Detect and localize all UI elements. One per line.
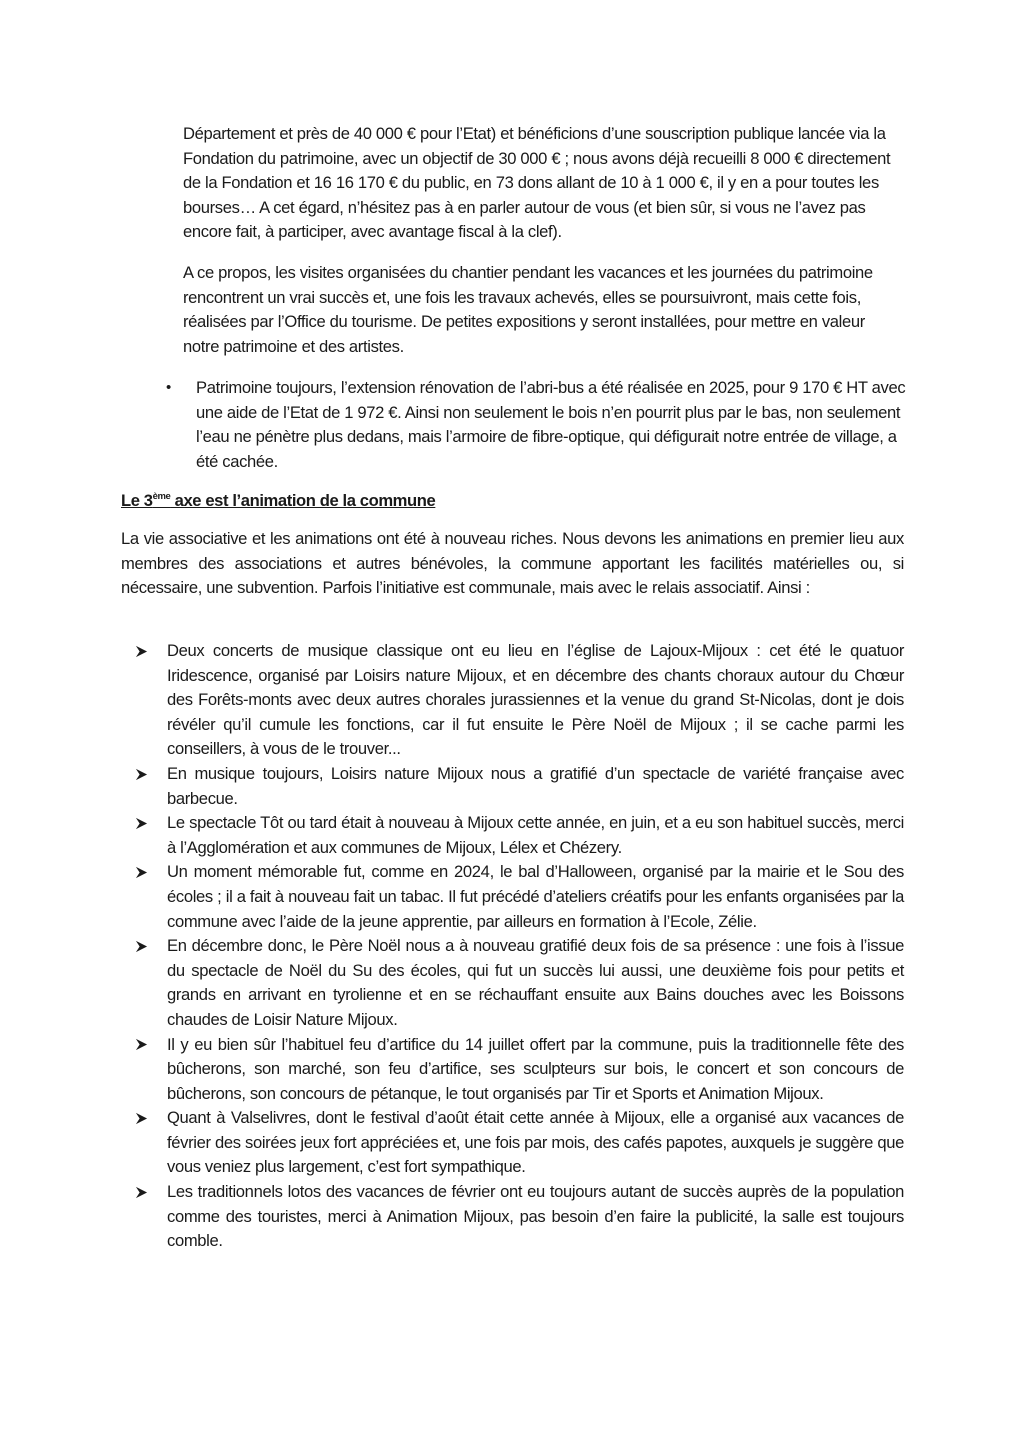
arrow-bullet-icon [135,1033,155,1058]
arrow-bullet-icon [135,934,155,959]
list-item-text: En décembre donc, le Père Noël nous a à nouveau gratifié deux fois de sa présence : une fois à l’issue du spectacle de Noël du Su des écoles, qui fut un succès lui aussi, une deuxième fois pour petits et grands en arrivant en tyrolienne et en se réchauffant ensuite aux Bains douches avec les Boissons chaudes de Loisir Nature Mijoux. [167,936,904,1029]
animation-list [121,639,904,1254]
heading-superscript: ème [152,491,171,502]
intro-paragraph: La vie associative et les animations ont été à nouveau riches. Nous devons les animations en premier lieu aux membres des associations et autres bénévoles, la commune apportant les facilités matérielles ou, si nécessaire, une subvention. Parfois l’initiative est communale, mais avec le relais associatif. Ainsi : [121,529,904,598]
list-item-text: Quant à Valselivres, dont le festival d’août était cette année à Mijoux, elle a organisé aux vacances de février des soirées jeux fort appréciées et, une fois par mois, des cafés papotes, auxquels je suggère que vous veniez plus largement, c’est fort sympathique. [167,1108,904,1177]
arrow-bullet-icon [135,811,155,836]
arrow-bullet-icon [135,860,155,885]
list-item-text: Les traditionnels lotos des vacances de février ont eu toujours autant de succès auprès de la population comme des touristes, merci à Animation Mijoux, pas besoin d’en faire la publicité, la salle est toujours comble. [167,1182,904,1251]
arrow-bullet-icon [135,639,155,664]
list-item [121,639,904,762]
list-item-text: Un moment mémorable fut, comme en 2024, le bal d’Halloween, organisé par la mairie et le Sou des écoles ; il a fait à nouveau fait un tabac. Il fut précédé d’ateliers créatifs pour les enfants organisées par la commune avec l’aide de la jeune apprentie, par ailleurs en formation à l’Ecole, Zélie. [167,862,904,931]
list-item [121,860,904,934]
list-item [121,1180,904,1254]
list-item [121,1106,904,1180]
list-item-text: Deux concerts de musique classique ont eu lieu en l’église de Lajoux-Mijoux : cet été le quatuor Iridescence, organisé par Loisirs nature Mijoux, et en décembre des chants choraux autour du Chœur des Forêts-monts avec deux autres chorales jurassiennes et la venue du grand St-Nicolas, dont je dois révéler qu’il cumule les fonctions, car il fut ensuite le Père Noël de Mijoux ; il se cache parmi les conseillers, à vous de le trouver... [167,641,904,759]
heading-prefix: Le 3 [121,491,153,510]
list-item [121,811,904,860]
list-item [121,762,904,811]
bullet-dot-icon: • [166,379,171,396]
list-item [121,934,904,1032]
continued-paragraph: Département et près de 40 000 € pour l’Etat) et bénéficions d’une souscription publique lancée via la Fondation du patrimoine, avec un objectif de 30 000 € ; nous avons déjà recueilli 8 000 € directement de la Fondation et 16 16 170 € du public, en 73 dons allant de 10 à 1 000 €, il y en a pour toutes les bourses… A cet égard, n’hésitez pas à en parler autour de vous (et bien sûr, si vous ne l’avez pas encore fait, à participer, avec avantage fiscal à la clef). [183,124,891,242]
list-item-text: Il y eu bien sûr l’habituel feu d’artifice du 14 juillet offert par la commune, puis la traditionnelle fête des bûcherons, son marché, son feu d’artifice, ses sculpteurs sur bois, le concert et son concours de bûcherons, son concours de pétanque, le tout organisés par Tir et Sports et Animation Mijoux. [167,1034,904,1103]
arrow-bullet-icon [135,1180,155,1205]
list-item [121,1033,904,1107]
arrow-bullet-icon [135,762,155,787]
abri-bus-bullet-text: Patrimoine toujours, l’extension rénovation de l’abri-bus a été réalisée en 2025, pour 9 170 € HT avec une aide de l’Etat de 1 972 €. Ainsi non seulement le bois n’en pourrit plus par le bas, non seulement l’eau ne pénètre plus dedans, mais l’armoire de fibre-optique, qui défigurait notre entrée de village, a été cachée. [196,378,906,471]
arrow-bullet-icon [135,1106,155,1131]
section-heading [121,489,435,514]
list-item-text: En musique toujours, Loisirs nature Mijoux nous a gratifié d’un spectacle de variété française avec barbecue. [167,763,904,808]
visits-paragraph: A ce propos, les visites organisées du chantier pendant les vacances et les journées du patrimoine rencontrent un vrai succès et, une fois les travaux achevés, elles se poursuivront, mais cette fois, réalisées par l’Office du tourisme. De petites expositions y seront installées, pour mettre en valeur notre patrimoine et des artistes. [183,263,873,356]
heading-suffix: axe est l’animation de la commune [170,491,436,510]
list-item-text: Le spectacle Tôt ou tard était à nouveau à Mijoux cette année, en juin, et a eu son habituel succès, merci à l’Agglomération et aux communes de Mijoux, Lélex et Chézery. [167,813,904,857]
